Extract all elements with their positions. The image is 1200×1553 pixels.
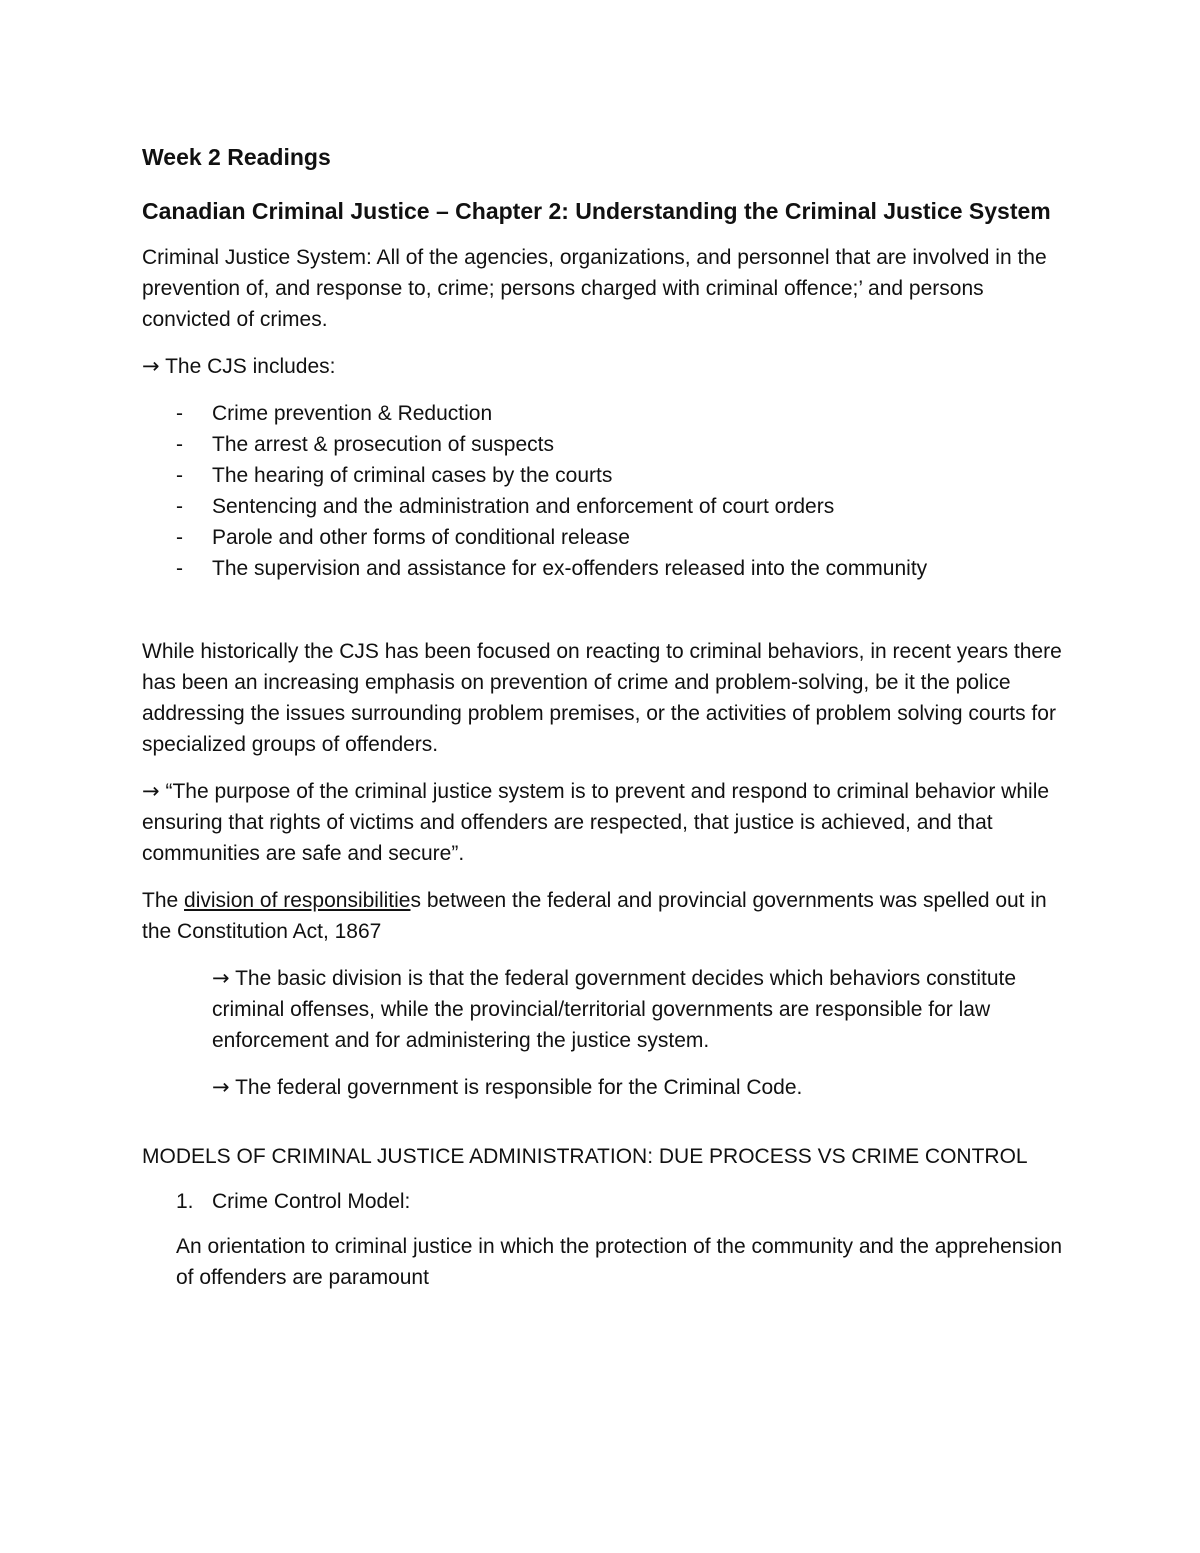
list-item xyxy=(142,522,1072,553)
list-item xyxy=(142,429,1072,460)
list-item-text: Parole and other forms of conditional release xyxy=(212,526,630,549)
list-item-text: Crime prevention & Reduction xyxy=(212,402,493,425)
division-paragraph xyxy=(142,885,1072,947)
model-name: Crime Control Model: xyxy=(212,1190,411,1213)
cjs-includes-list xyxy=(142,398,1072,584)
chapter-heading: Canadian Criminal Justice – Chapter 2: Understanding the Criminal Justice System xyxy=(142,198,1051,224)
crime-control-definition: An orientation to criminal justice in which the protection of the community and the apprehension of offenders are paramount xyxy=(176,1235,1062,1289)
division-prefix: The xyxy=(142,889,185,912)
dash-bullet: - xyxy=(176,557,183,580)
list-item xyxy=(142,398,1072,429)
list-item xyxy=(142,1186,1072,1217)
list-item xyxy=(142,460,1072,491)
cjs-definition: Criminal Justice System: All of the agencies, organizations, and personnel that are involved in the prevention of, and response to, crime; persons charged with criminal offence;’ and persons convicted of crimes. xyxy=(142,246,1047,331)
historical-paragraph: While historically the CJS has been focused on reacting to criminal behaviors, in recent years there has been an increasing emphasis on prevention of crime and problem-solving, be it the police addressing the issues surrounding problem premises, or the activities of problem solving courts for specialized groups of offenders. xyxy=(142,640,1062,756)
arrow-right-icon: → xyxy=(212,966,230,990)
purpose-quote-text: “The purpose of the criminal justice system is to prevent and respond to criminal behavior while ensuring that rights of victims and offenders are respected, that justice is achieved, and that communities are safe and secure”. xyxy=(142,780,1050,865)
division-of-responsibilities-link[interactable]: division of responsibilitie xyxy=(184,889,411,912)
document-title: Week 2 Readings xyxy=(142,144,331,170)
dash-bullet: - xyxy=(176,495,183,518)
dash-bullet: - xyxy=(176,433,183,456)
cjs-includes-text: The CJS includes: xyxy=(165,355,336,378)
document-page xyxy=(142,140,1072,1309)
list-item-text: The arrest & prosecution of suspects xyxy=(212,433,554,456)
list-item-text: The supervision and assistance for ex-offenders released into the community xyxy=(212,557,928,580)
federal-code-note xyxy=(212,1072,1072,1103)
list-item-text: Sentencing and the administration and enforcement of court orders xyxy=(212,495,835,518)
arrow-right-icon: → xyxy=(142,779,160,803)
dash-bullet: - xyxy=(176,464,183,487)
federal-code-text: The federal government is responsible for the Criminal Code. xyxy=(235,1076,803,1099)
arrow-right-icon: → xyxy=(142,354,160,378)
dash-bullet: - xyxy=(176,402,183,425)
purpose-quote xyxy=(142,776,1072,869)
list-item xyxy=(142,491,1072,522)
spacer xyxy=(142,584,1072,636)
basic-division-text: The basic division is that the federal government decides which behaviors constitute criminal offenses, while the provincial/territorial governments are responsible for law enforcement and for administering the justice system. xyxy=(212,967,1017,1052)
division-suffix: s between the federal and provincial governments was spelled out in the Constitution Act, 1867 xyxy=(142,889,1047,943)
cjs-includes-intro xyxy=(142,351,1072,382)
models-list xyxy=(142,1186,1072,1217)
list-item xyxy=(142,553,1072,584)
arrow-right-icon: → xyxy=(212,1075,230,1099)
basic-division-note xyxy=(212,963,1072,1056)
models-heading: MODELS OF CRIMINAL JUSTICE ADMINISTRATION: DUE PROCESS VS CRIME CONTROL xyxy=(142,1145,1028,1168)
dash-bullet: - xyxy=(176,526,183,549)
list-item-text: The hearing of criminal cases by the courts xyxy=(212,464,613,487)
list-number: 1. xyxy=(176,1190,194,1213)
